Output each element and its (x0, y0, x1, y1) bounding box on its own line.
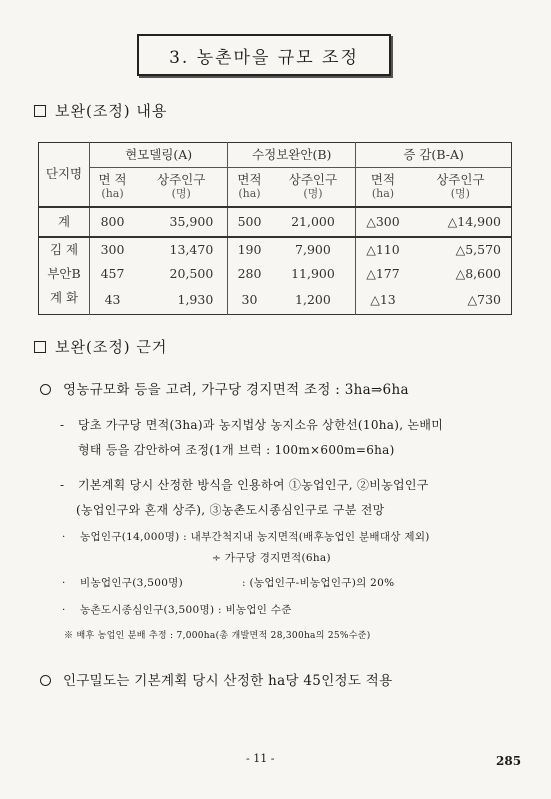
body-subpoint (60, 416, 443, 433)
body-bullet (62, 529, 430, 544)
table-cell: △13 (356, 286, 410, 315)
body-subpoint-cont: (농업인구와 혼재 상주), ③농촌도시종심인구로 구분 전망 (76, 503, 385, 517)
body-text: 농업인구(14,000명) : 내부간척지내 농지면적(배후농업인 분배대상 제외) (80, 531, 430, 543)
dash-marker: - (60, 478, 65, 492)
body-text: 비농업인구(3,500명) (80, 577, 184, 589)
section-heading-text: 보완(조정) 내용 (55, 102, 168, 120)
body-subpoint (60, 476, 429, 493)
table-cell: 43 (90, 286, 136, 315)
dash-marker: - (60, 418, 65, 432)
table-cell: 457 (90, 262, 136, 286)
table-sub-header: 면 적 (ha) (90, 168, 136, 208)
table-cell: △110 (356, 237, 410, 262)
table-sub-header: 상주인구 (명) (135, 168, 228, 208)
table-cell: 계 (39, 207, 90, 237)
table-cell: △177 (356, 262, 410, 286)
table-cell: 1,930 (177, 291, 214, 307)
table-group-header: 증 감(B-A) (356, 143, 512, 168)
table-cell: 7,900 (295, 241, 331, 257)
body-point (40, 378, 409, 398)
body-text: 기본계획 당시 산정한 방식을 인용하여 ①농업인구, ②비농업인구 (78, 478, 429, 492)
body-bullet (62, 575, 183, 590)
body-bullet (62, 602, 292, 617)
table-cell: 280 (228, 262, 271, 286)
table-cell: △730 (467, 291, 501, 307)
table-cell: △5,570 (455, 241, 501, 257)
body-bullet-cont: ÷ 가구당 경지면적(6ha) (212, 552, 331, 564)
body-bullet-value: : (농업인구-비농업인구)의 20% (242, 577, 395, 589)
table-cell: △300 (356, 207, 410, 237)
table-cell: 500 (228, 207, 271, 237)
body-text: 당초 가구당 면적(3ha)과 농지법상 농지소유 상한선(10ha), 논배미 (78, 418, 444, 432)
table-cell: 800 (90, 207, 136, 237)
square-bullet-icon (34, 341, 46, 353)
table-cell: 300 (90, 237, 136, 262)
table-cell: 30 (228, 286, 271, 315)
dot-marker: · (62, 531, 66, 543)
body-text: 인구밀도는 기본계획 당시 산정한 ha당 45인정도 적용 (63, 673, 393, 689)
dot-marker: · (62, 604, 66, 616)
table-cell: 11,900 (291, 265, 335, 281)
table-cell: 김 제 (49, 241, 79, 257)
table-group-header: 현모델링(A) (90, 143, 228, 168)
square-bullet-icon (34, 105, 46, 117)
page-title: 3. 농촌마을 규모 조정 (137, 34, 391, 76)
adjustment-table (38, 142, 512, 315)
section-heading-content (34, 100, 167, 121)
dot-marker: · (62, 577, 66, 589)
table-row (39, 262, 512, 286)
table-sub-header: 상주인구 (명) (410, 168, 512, 208)
page-number: - 11 - (246, 752, 275, 765)
table-cell: 1,200 (295, 291, 331, 307)
table-cell: △8,600 (455, 265, 501, 281)
table-cell: 계 화 (49, 289, 79, 305)
circle-bullet-icon (40, 675, 51, 686)
table-cell: 13,470 (169, 241, 214, 257)
folio-number: 285 (496, 754, 522, 768)
table-sub-header: 면적 (ha) (228, 168, 271, 208)
table-row-header: 단지명 (39, 143, 90, 208)
table-row (39, 237, 512, 262)
circle-bullet-icon (40, 384, 51, 395)
body-text: 농촌도시종심인구(3,500명) : 비농업인 수준 (80, 604, 292, 616)
table-cell: 35,900 (135, 207, 228, 237)
table-cell: △14,900 (410, 207, 512, 237)
section-heading-text: 보완(조정) 근거 (55, 338, 168, 356)
table-cell: 부안B (47, 265, 81, 281)
table-cell: 21,000 (271, 207, 356, 237)
section-heading-basis (34, 336, 167, 357)
table-row (39, 207, 512, 237)
table-group-header: 수정보완안(B) (228, 143, 356, 168)
body-text: 영농규모화 등을 고려, 가구당 경지면적 조정 : 3ha⇒6ha (63, 382, 409, 398)
table-row (39, 286, 512, 315)
table-cell: 20,500 (169, 265, 214, 281)
table-cell: 190 (228, 237, 271, 262)
body-point (40, 669, 393, 689)
body-note: ※ 배후 농업인 분배 추정 : 7,000ha(총 개발면적 28,300ha의 25%수준) (64, 631, 371, 641)
table-sub-header: 면적 (ha) (356, 168, 410, 208)
body-subpoint-cont: 형태 등을 감안하여 조정(1개 브럭 : 100m×600m=6ha) (78, 443, 395, 457)
table-sub-header: 상주인구 (명) (271, 168, 356, 208)
